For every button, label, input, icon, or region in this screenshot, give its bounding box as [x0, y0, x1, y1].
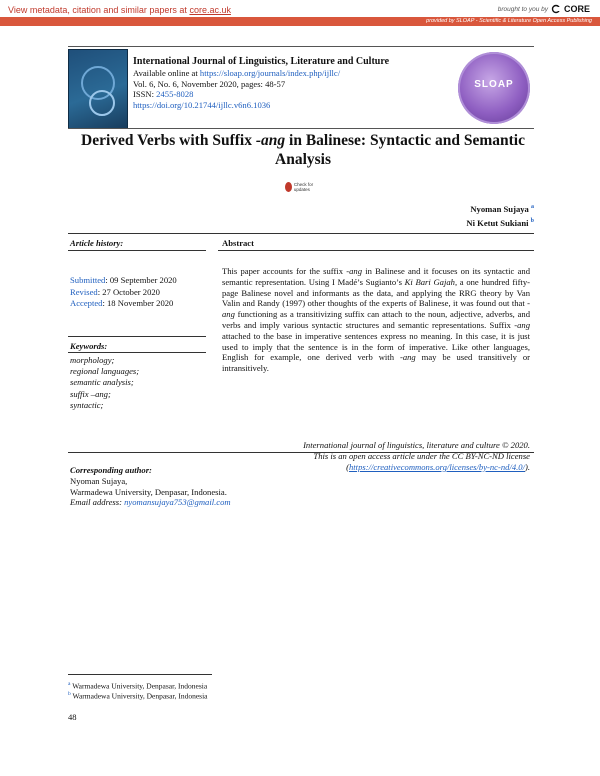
page-number: 48	[68, 712, 77, 722]
footnote-rule	[68, 674, 212, 675]
history-bottom-rule	[68, 336, 206, 337]
header-bottom-rule	[68, 128, 534, 129]
crossmark-icon	[285, 182, 292, 192]
keyword-item: morphology;	[70, 355, 115, 365]
crossmark-label: Check for updates	[293, 182, 314, 192]
corresponding-affiliation: Warmadewa University, Denpasar, Indonesia.	[70, 486, 227, 497]
author-list	[466, 201, 534, 229]
footnote: $^b$ Warmadewa University, Denpasar, Indonesia	[68, 691, 208, 701]
keywords-heading-rule	[68, 352, 206, 353]
keyword-item: regional languages;	[70, 366, 140, 377]
history-submitted: Submitted: 09 September 2020	[70, 275, 177, 285]
copyright-notice: International journal of linguistics, literature and culture © 2020. This is an open access article under the CC BY-NC-ND license (https://creativecommons.org/licenses/by-nc-nd/4.0/).	[303, 440, 530, 472]
abstract-heading: Abstract	[222, 238, 254, 248]
paper-title: Derived Verbs with Suffix -ang in Balinese: Syntactic and Semantic Analysis	[81, 132, 525, 168]
provided-by-text: provided by SLOAP - Scientific & Literature Open Access Publishing	[426, 18, 592, 24]
keyword-item: semantic analysis;	[70, 377, 134, 388]
section-top-rule	[68, 233, 534, 234]
history-heading: Article history:	[70, 238, 124, 248]
keyword-list	[70, 355, 139, 411]
journal-url[interactable]: https://sloap.org/journals/index.php/ijllc/	[199, 67, 341, 78]
history-revised: Revised: 27 October 2020	[70, 286, 160, 297]
author: Nyoman Sujaya $^a$	[470, 203, 534, 214]
core-brand[interactable]: brought to you by CORE	[497, 4, 590, 14]
abstract-heading-rule	[218, 250, 534, 251]
cover-ring	[89, 90, 115, 116]
journal-doi[interactable]: https://doi.org/10.21744/ijllc.v6n6.1036	[133, 100, 271, 111]
journal-cover-image	[68, 49, 128, 129]
journal-info	[133, 57, 389, 111]
keyword-item: suffix –ang;	[70, 388, 111, 399]
crossmark-badge[interactable]	[285, 180, 319, 194]
core-logo-icon	[551, 4, 561, 14]
email-link[interactable]: nyomansujaya753@gmail.com	[124, 497, 231, 508]
footnote: $^a$ Warmadewa University, Denpasar, Indonesia	[68, 681, 208, 691]
history-accepted: Accepted: 18 November 2020	[70, 298, 174, 308]
provider-strip	[0, 17, 600, 26]
journal-issn: ISSN: 2455-8028	[133, 89, 194, 100]
journal-name: International Journal of Linguistics, Literature and Culture	[133, 56, 390, 67]
core-metadata-link[interactable]: View metadata, citation and similar papers at core.ac.uk	[8, 5, 231, 15]
sloap-seal-logo	[458, 52, 530, 124]
corresponding-heading: Corresponding author:	[70, 465, 152, 475]
license-link[interactable]: https://creativecommons.org/licenses/by-nc-nd/4.0/	[349, 461, 525, 472]
article-history	[70, 275, 177, 310]
author: Ni Ketut Sukiani $^b$	[466, 217, 534, 228]
header-top-rule	[68, 46, 534, 47]
keyword-item: syntactic;	[70, 399, 104, 410]
corresponding-author	[70, 465, 231, 508]
abstract-text: This paper accounts for the suffix -ang in Balinese and it focuses on its syntactic and semantic representation. Using I Madé’s Sugianto’s Ki Bari Gajah, a one hundred fifty-page Balinese novel and informants as the data, and applying the RRG theory by Van Valin and Randy (1997) other thoughts of the experts of Balinese, it was found out that -ang functioning as a transitivizing suffix can attach to the noun, adjective, adverbs, and verbs and imply various syntactic structures and semantic representations. Suffix -ang attached to the base in imperative sentences express no meaning. In this case, it is just used to imply that the sentence is in the form of imperative. Like other languages, English for example, one derived verb with -ang may be used transitively or intransitively.	[222, 266, 531, 374]
journal-availability: Available online at https://sloap.org/journals/index.php/ijllc/	[133, 67, 341, 78]
journal-volume: Vol. 6, No. 6, November 2020, pages: 48-57	[133, 78, 286, 89]
corresponding-email: Email address: nyomansujaya753@gmail.com	[70, 497, 231, 508]
history-heading-rule	[68, 250, 206, 251]
seal-text: SLOAP	[474, 79, 514, 90]
corresponding-name: Nyoman Sujaya,	[70, 475, 128, 486]
keywords-heading: Keywords:	[70, 341, 108, 351]
